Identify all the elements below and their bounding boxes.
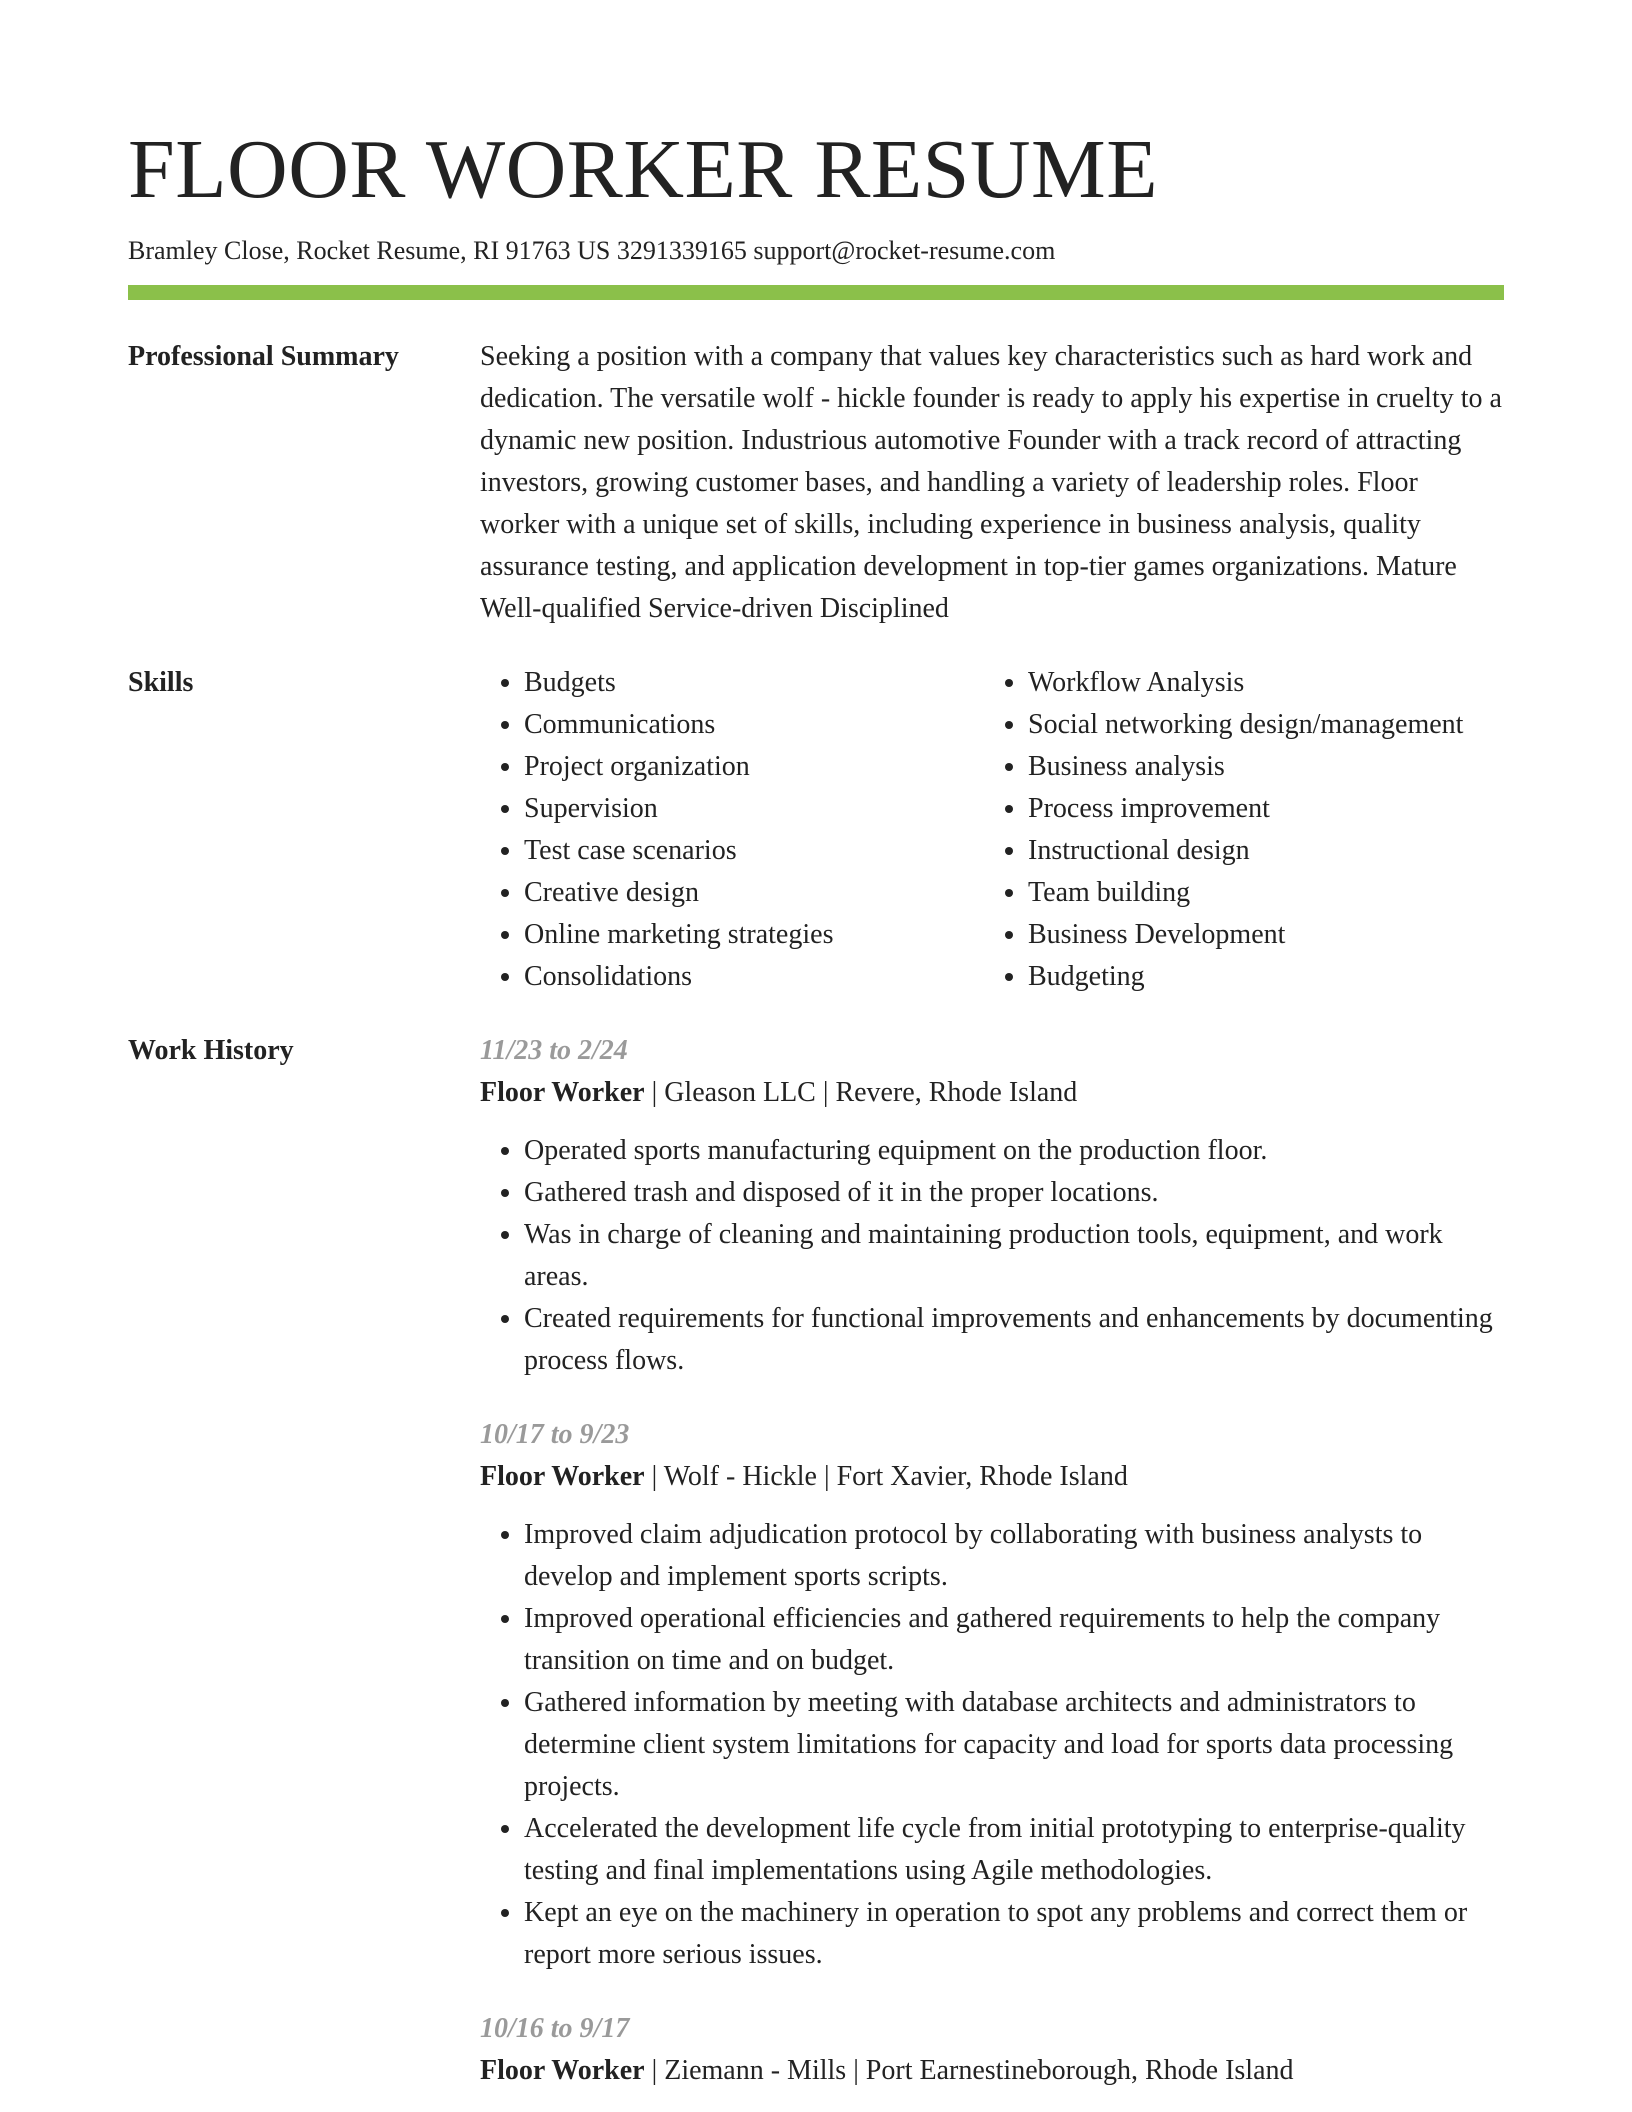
job-header [480, 1072, 1504, 1114]
contact-line: Bramley Close, Rocket Resume, RI 91763 US 3291339165 support@rocket-resume.com [128, 236, 1056, 265]
job-dates: 11/23 to 2/24 [480, 1035, 628, 1066]
skill-item: • Social networking design/management [1028, 704, 1488, 746]
accent-divider [128, 285, 1504, 300]
job-bullet: • Created requirements for functional improvements and enhancements by documenting process flows. [524, 1298, 1504, 1382]
skill-item: • Communications [524, 704, 984, 746]
skill-item: • Budgeting [1028, 956, 1488, 998]
skill-item: • Workflow Analysis [1028, 662, 1488, 704]
job-header [480, 1456, 1504, 1498]
job-entry [480, 1030, 1504, 1382]
skill-item: • Creative design [524, 872, 984, 914]
skill-item: • Test case scenarios [524, 830, 984, 872]
skills-heading: Skills [128, 667, 194, 698]
summary-section [128, 336, 1504, 630]
resume-title: FLOOR WORKER RESUME [128, 123, 1159, 216]
job-dates: 10/17 to 9/23 [480, 1419, 630, 1450]
job-bullet: • Was in charge of cleaning and maintaining production tools, equipment, and work areas. [524, 1214, 1504, 1298]
job-bullet: • Accelerated the development life cycle from initial prototyping to enterprise-quality testing and final implementations using Agile methodologies. [524, 1808, 1504, 1892]
skills-columns [480, 662, 1504, 998]
summary-text: Seeking a position with a company that values key characteristics such as hard work and dedication. The versatile wolf - hickle founder is ready to apply his expertise in cruelty to a dynamic new position. Industrious automotive Founder with a track record of attracting investors, growing customer bases, and handling a variety of leadership roles. Floor worker with a unique set of skills, including experience in business analysis, quality assurance testing, and application development in top-tier games organizations. Mature Well-qualified Service-driven Disciplined [480, 341, 1502, 624]
resume-page [128, 123, 1504, 2092]
skills-section [128, 662, 1504, 998]
skill-item: • Supervision [524, 788, 984, 830]
job-bullet: • Kept an eye on the machinery in operation to spot any problems and correct them or report more serious issues. [524, 1892, 1504, 1976]
skill-item: • Budgets [524, 662, 984, 704]
job-bullet: • Gathered information by meeting with database architects and administrators to determine client system limitations for capacity and load for sports data processing projects. [524, 1682, 1504, 1808]
job-bullets [480, 1130, 1504, 1382]
summary-heading: Professional Summary [128, 341, 399, 372]
skill-item: • Business analysis [1028, 746, 1488, 788]
skill-item: • Instructional design [1028, 830, 1488, 872]
skill-item: • Online marketing strategies [524, 914, 984, 956]
job-company-location: | Ziemann - Mills | Port Earnestineborough, Rhode Island [644, 2055, 1294, 2086]
skills-list-left [480, 662, 984, 998]
job-bullets [480, 1514, 1504, 1976]
job-bullet: • Gathered trash and disposed of it in the proper locations. [524, 1172, 1504, 1214]
job-bullet: • Operated sports manufacturing equipment on the production floor. [524, 1130, 1504, 1172]
job-header [480, 2050, 1504, 2092]
job-title: Floor Worker [480, 2055, 645, 2086]
job-title: Floor Worker [480, 1461, 645, 1492]
work-history-heading: Work History [128, 1035, 294, 1066]
job-bullet: • Improved claim adjudication protocol by collaborating with business analysts to develop and implement sports scripts. [524, 1514, 1504, 1598]
job-company-location: | Wolf - Hickle | Fort Xavier, Rhode Island [644, 1461, 1128, 1492]
skill-item: • Consolidations [524, 956, 984, 998]
skills-column-right [984, 662, 1488, 998]
job-bullet: • Improved operational efficiencies and gathered requirements to help the company transition on time and on budget. [524, 1598, 1504, 1682]
job-dates: 10/16 to 9/17 [480, 2013, 630, 2044]
job-entry [480, 1414, 1504, 1976]
job-title: Floor Worker [480, 1077, 645, 1108]
skills-column-left [480, 662, 984, 998]
work-history-entries [480, 1030, 1504, 2092]
work-history-section [128, 1030, 1504, 2092]
skills-list-right [984, 662, 1488, 998]
skill-item: • Process improvement [1028, 788, 1488, 830]
job-company-location: | Gleason LLC | Revere, Rhode Island [644, 1077, 1078, 1108]
skill-item: • Team building [1028, 872, 1488, 914]
skill-item: • Project organization [524, 746, 984, 788]
skill-item: • Business Development [1028, 914, 1488, 956]
job-entry [480, 2008, 1504, 2092]
